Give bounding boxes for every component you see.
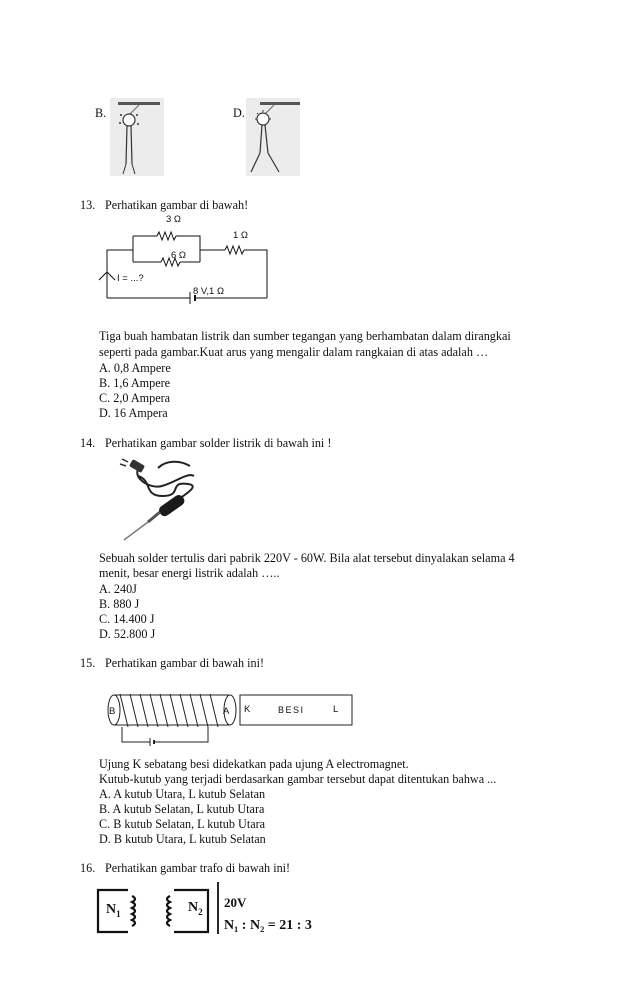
label-n1: $N_1$ (106, 902, 121, 919)
label-b: B (109, 706, 116, 717)
question-15-prompt: Perhatikan gambar di bawah ini! (105, 656, 265, 670)
question-14-number: 14. (80, 436, 96, 450)
option-b-figure (110, 98, 164, 176)
question-16-number: 16. (80, 861, 96, 875)
question-13-body-line-2: seperti pada gambar.Kuat arus yang mengalir dalam rangkaian di atas adalah … (99, 345, 489, 359)
question-14-body-line-2: menit, besar energi listrik adalah ….. (99, 566, 280, 580)
electromagnet-diagram (100, 690, 360, 748)
question-13-option-b: B. 1,6 Ampere (99, 376, 171, 390)
question-15-number: 15. (80, 656, 96, 670)
question-13-prompt: Perhatikan gambar di bawah! (105, 198, 249, 212)
option-d-figure (246, 98, 300, 176)
soldering-iron-image (118, 456, 218, 544)
question-15-body-line-1: Ujung K sebatang besi didekatkan pada ujung A electromagnet. (99, 757, 409, 771)
question-14-option-d: D. 52.800 J (99, 627, 156, 641)
label-6-ohm: 6 Ω (171, 250, 187, 261)
label-source: 8 V,1 Ω (193, 286, 225, 297)
question-14-body-line-1: Sebuah solder tertulis dari pabrik 220V - 60W. Bila alat tersebut dinyalakan selama 4 (99, 551, 515, 565)
label-k: K (244, 704, 251, 715)
question-13-body-line-1: Tiga buah hambatan listrik dan sumber tegangan yang berhambatan dalam dirangkai (99, 329, 511, 343)
label-3-ohm: 3 Ω (166, 214, 182, 225)
question-14-option-a: A. 240J (99, 582, 137, 596)
question-14-prompt: Perhatikan gambar solder listrik di bawah ini ! (105, 436, 332, 450)
label-l: L (333, 704, 339, 715)
question-14-option-b: B. 880 J (99, 597, 140, 611)
option-b-letter: B. (95, 106, 107, 120)
label-current: I = ...? (117, 273, 144, 284)
question-15-option-a: A. A kutub Utara, L kutub Selatan (99, 787, 266, 801)
option-d-letter: D. (233, 106, 245, 120)
question-14-option-c: C. 14.400 J (99, 612, 155, 626)
label-besi: BESI (278, 705, 305, 715)
question-15-option-d: D. B kutub Utara, L kutub Selatan (99, 832, 266, 846)
question-16-prompt: Perhatikan gambar trafo di bawah ini! (105, 861, 291, 875)
question-15-body-line-2: Kutub-kutub yang terjadi berdasarkan gambar tersebut dapat ditentukan bahwa ... (99, 772, 497, 786)
question-15-option-c: C. B kutub Selatan, L kutub Utara (99, 817, 266, 831)
question-13-option-c: C. 2,0 Ampera (99, 391, 171, 405)
question-13-number: 13. (80, 198, 96, 212)
question-13-option-d: D. 16 Ampera (99, 406, 168, 420)
label-n2: $N_2$ (188, 900, 203, 917)
question-15-option-b: B. A kutub Selatan, L kutub Utara (99, 802, 265, 816)
label-1-ohm: 1 Ω (233, 230, 249, 241)
question-13-option-a: A. 0,8 Ampere (99, 361, 171, 375)
label-20v: 20V (224, 895, 247, 910)
label-ratio: N₁ : N₂ = 21 : 3 (224, 918, 312, 933)
label-a: A (223, 706, 230, 717)
